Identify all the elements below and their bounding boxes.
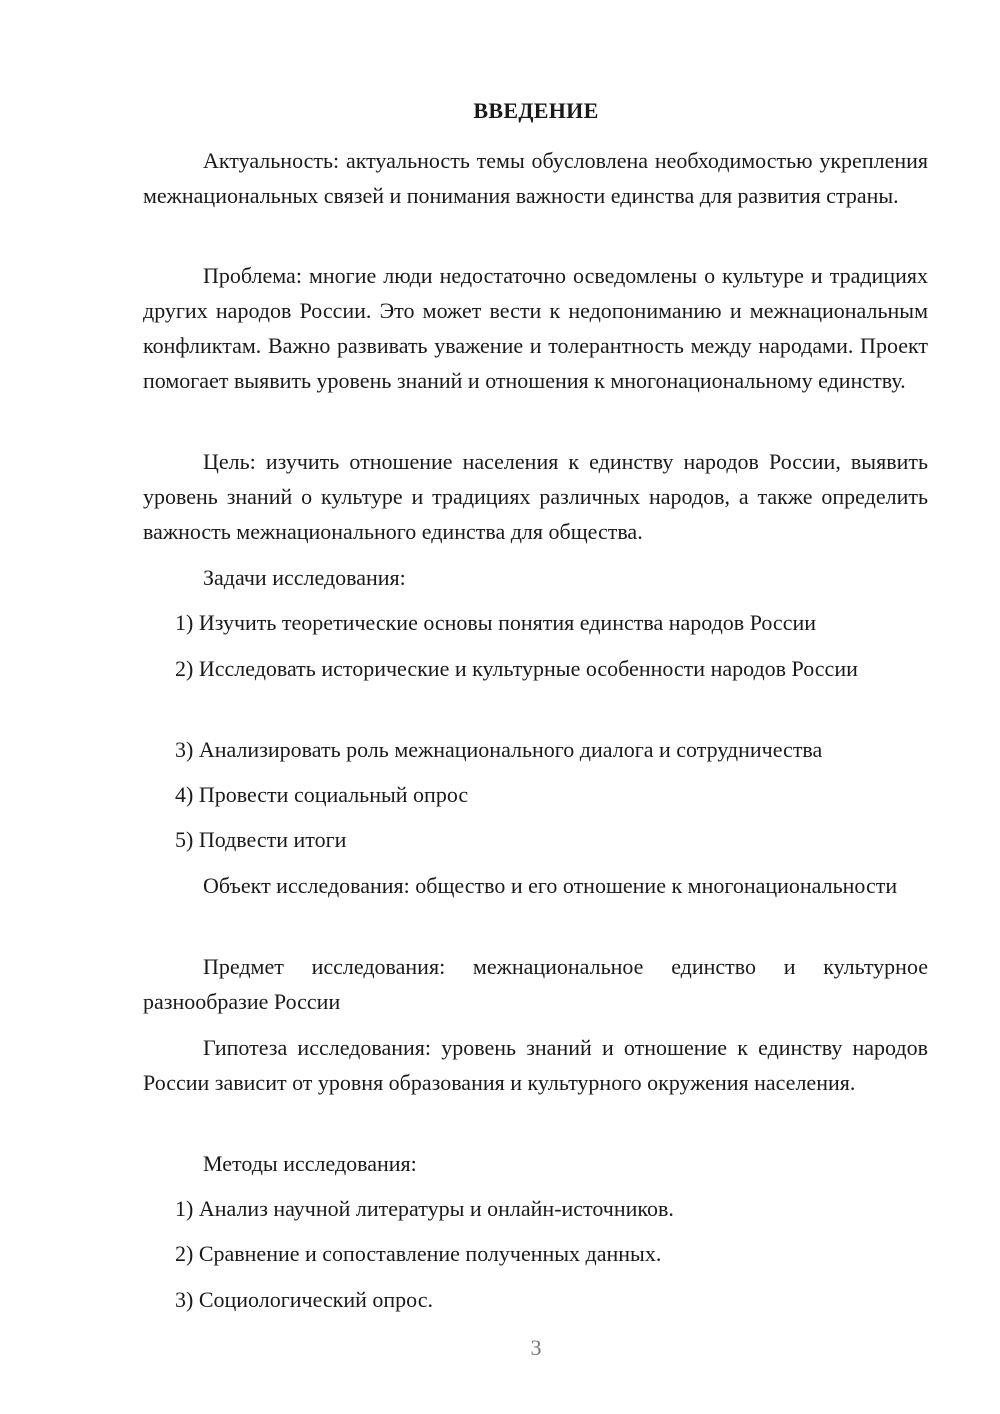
task-item: 4) Провести социальный опрос bbox=[175, 782, 469, 807]
paragraph-subject: Предмет исследования: межнациональное единство и культурное разнообразие России bbox=[143, 954, 928, 1014]
task-item: 2) Исследовать исторические и культурные особенности народов России bbox=[175, 656, 858, 681]
method-item: 2) Сравнение и сопоставление полученных данных. bbox=[175, 1241, 662, 1266]
paragraph-goal: Цель: изучить отношение населения к единству народов России, выявить уровень знаний о культуре и традициях различных народов, а также определить важность межнационального единства для общества. bbox=[143, 449, 928, 544]
paragraph-hypothesis: Гипотеза исследования: уровень знаний и отношение к единству народов России зависит от уровня образования и культурного окружения населения. bbox=[143, 1035, 928, 1095]
task-item: 1) Изучить теоретические основы понятия единства народов России bbox=[175, 610, 817, 635]
page-title: ВВЕДЕНИЕ bbox=[473, 98, 599, 123]
task-item: 3) Анализировать роль межнационального диалога и сотрудничества bbox=[175, 737, 823, 762]
method-item: 1) Анализ научной литературы и онлайн-источников. bbox=[175, 1196, 674, 1221]
page-number: 3 bbox=[530, 1335, 542, 1360]
task-item: 5) Подвести итоги bbox=[175, 827, 347, 852]
methods-heading: Методы исследования: bbox=[203, 1151, 417, 1176]
tasks-heading: Задачи исследования: bbox=[203, 565, 406, 590]
paragraph-problem: Проблема: многие люди недостаточно осведомлены о культуре и традициях других народов России. Это может вести к недопониманию и межнациональным конфликтам. Важно развивать уважение и толерантность между народами. Проект помогает выявить уровень знаний и отношения к многонациональному единству. bbox=[143, 263, 928, 393]
method-item: 3) Социологический опрос. bbox=[175, 1287, 433, 1312]
paragraph-relevance: Актуальность: актуальность темы обусловлена необходимостью укрепления межнациональных связей и понимания важности единства для развития страны. bbox=[143, 148, 928, 208]
paragraph-object: Объект исследования: общество и его отношение к многонациональности bbox=[203, 873, 898, 898]
